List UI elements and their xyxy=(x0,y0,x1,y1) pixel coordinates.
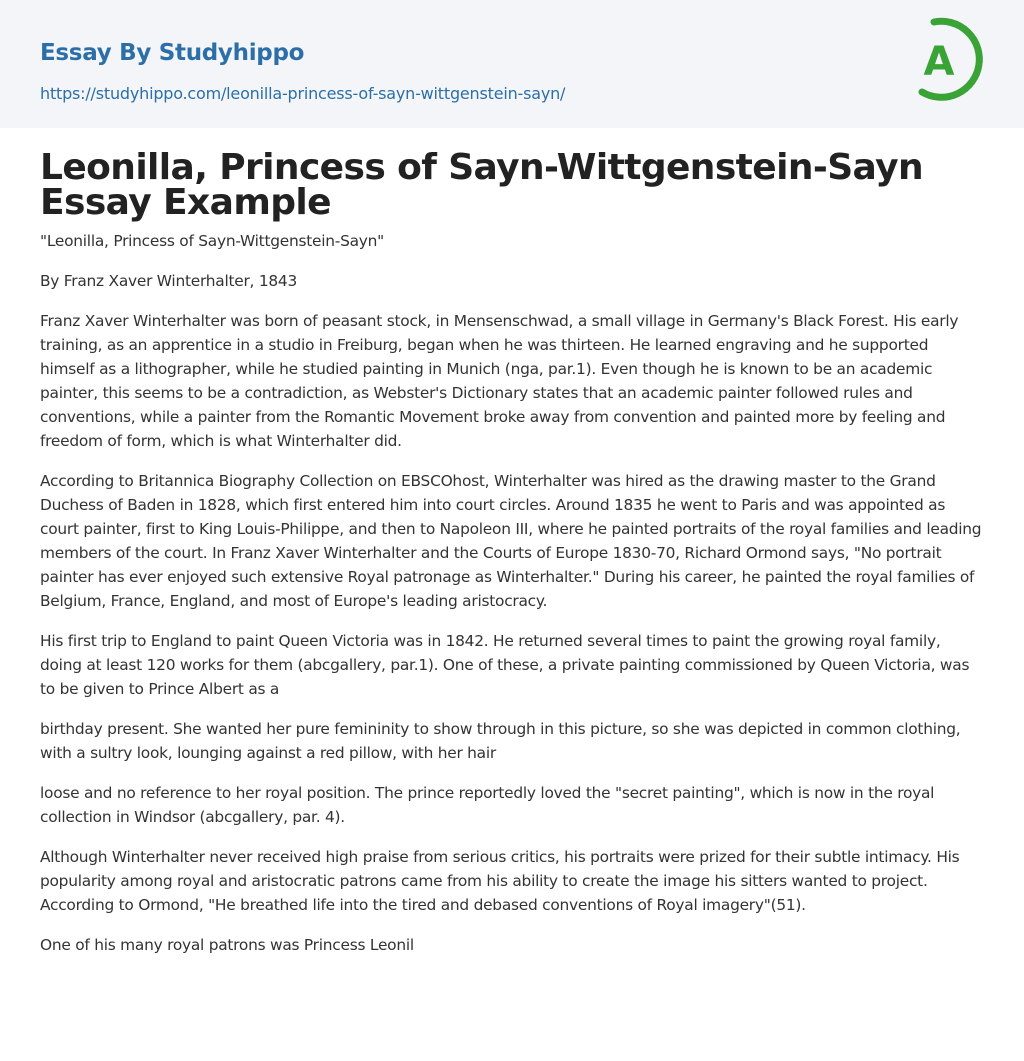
article-paragraph: birthday present. She wanted her pure femininity to show through in this picture, so she was depicted in common clothing, with a sultry look, lounging against a red pillow, with her hair xyxy=(40,720,961,762)
article-paragraph: One of his many royal patrons was Princess Leonil xyxy=(40,936,414,954)
article-paragraph: His first trip to England to paint Queen Victoria was in 1842. He returned several times to paint the growing royal family, doing at least 120 works for them (abcgallery, par.1). One of these, a private painting commissioned by Queen Victoria, was to be given to Prince Albert as a xyxy=(40,632,970,698)
page-url-link[interactable]: https://studyhippo.com/leonilla-princess-of-sayn-wittgenstein-sayn/ xyxy=(40,84,566,103)
article-paragraph: By Franz Xaver Winterhalter, 1843 xyxy=(40,272,298,290)
article-paragraph: Although Winterhalter never received high praise from serious critics, his portraits were prized for their subtle intimacy. His popularity among royal and aristocratic patrons came from his ability to create the image his sitters wanted to project. According to Ormond, "He breathed life into the tired and debased conventions of Royal imagery"(51). xyxy=(40,848,960,914)
site-brand-title[interactable]: Essay By Studyhippo xyxy=(40,40,305,66)
article-paragraph: loose and no reference to her royal position. The prince reportedly loved the "secret painting", which is now in the royal collection in Windsor (abcgallery, par. 4). xyxy=(40,784,935,826)
article-paragraph: According to Britannica Biography Collection on EBSCOhost, Winterhalter was hired as the drawing master to the Grand Duchess of Baden in 1828, which first entered him into court circles. Around 1835 he went to Paris and was appointed as court painter, first to King Louis-Philippe, and then to Napoleon III, where he painted portraits of the royal families and leading members of the court. In Franz Xaver Winterhalter and the Courts of Europe 1830-70, Richard Ormond says, "No portrait painter has ever enjoyed such extensive Royal patronage as Winterhalter." During his career, he painted the royal families of Belgium, France, England, and most of Europe's leading aristocracy. xyxy=(40,472,982,610)
article-content xyxy=(40,147,986,957)
article-paragraph: "Leonilla, Princess of Sayn-Wittgenstein-Sayn" xyxy=(40,232,384,250)
logo-letter: A xyxy=(923,39,955,85)
site-header xyxy=(0,0,1024,128)
article-paragraph: Franz Xaver Winterhalter was born of peasant stock, in Mensenschwad, a small village in Germany's Black Forest. His early training, as an apprentice in a studio in Freiburg, began when he was thirteen. He learned engraving and he supported himself as a lithographer, while he studied painting in Munich (nga, par.1). Even though he is known to be an academic painter, this seems to be a contradiction, as Webster's Dictionary states that an academic painter followed rules and conventions, while a painter from the Romantic Movement broke away from convention and painted more by feeling and freedom of form, which is what Winterhalter did. xyxy=(40,312,959,450)
studyhippo-a-logo-icon[interactable] xyxy=(900,14,992,110)
article-title: Leonilla, Princess of Sayn-Wittgenstein-Sayn Essay Example xyxy=(40,147,924,223)
